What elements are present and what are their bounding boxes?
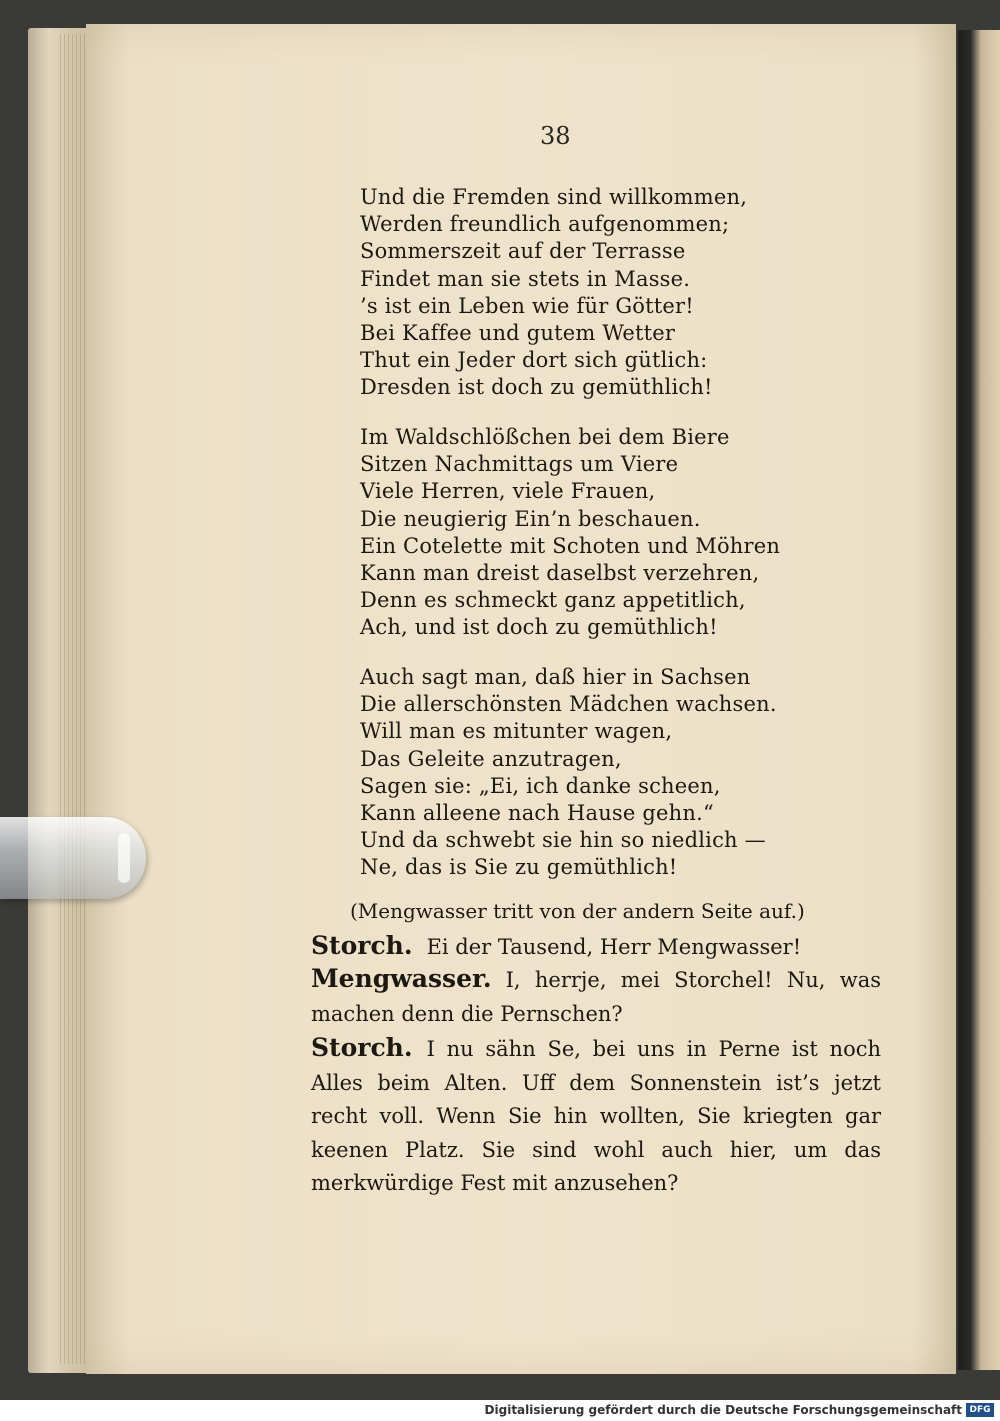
verse-line: Denn es schmeckt ganz appetitlich, bbox=[360, 588, 746, 613]
verse-line: Auch sagt man, daß hier in Sachsen bbox=[360, 665, 751, 689]
page-clip bbox=[0, 817, 146, 899]
speech-text: I nu sähn Se, bei uns in Perne ist noch Alles beim Alten. Uff dem Sonnenstein ist’s jetzt recht voll. Wenn Sie hin wollten, Sie kriegten gar keenen Platz. Sie sind wohl auch hier, um das merkwürdige Fest mit anzusehen? bbox=[311, 1037, 881, 1196]
page-number: 38 bbox=[540, 122, 571, 150]
verse-line: Sitzen Nachmittags um Viere bbox=[360, 452, 679, 477]
facing-page-edge bbox=[958, 30, 1000, 1370]
speech-text: I, herrje, mei Storchel! Nu, was machen denn die Pernschen? bbox=[311, 968, 881, 1026]
verse-line: Viele Herren, viele Frauen, bbox=[360, 479, 656, 504]
verse-line: Und die Fremden sind willkommen, bbox=[360, 185, 748, 209]
verse-line: Die allerschönsten Mädchen wachsen. bbox=[360, 692, 777, 717]
dialogue-2 bbox=[256, 962, 881, 1031]
dfg-logo: DFG bbox=[966, 1403, 994, 1417]
verse-line: Und da schwebt sie hin so niedlich — bbox=[360, 828, 766, 853]
dialogue-1 bbox=[256, 929, 881, 965]
verse-line: Das Geleite anzutragen, bbox=[360, 746, 622, 771]
speaker-name: Mengwasser. bbox=[311, 964, 492, 993]
verse-line: Will man es mitunter wagen, bbox=[360, 719, 673, 744]
speaker-name: Storch. bbox=[311, 931, 413, 960]
verse-line: Im Waldschlößchen bei dem Biere bbox=[360, 425, 730, 449]
verse-line: Sommerszeit auf der Terrasse bbox=[360, 239, 686, 264]
verse-line: Dresden ist doch zu gemüthlich! bbox=[360, 375, 713, 400]
verse-line: Ach, und ist doch zu gemüthlich! bbox=[360, 615, 718, 640]
verse-line: Findet man sie stets in Masse. bbox=[360, 266, 691, 291]
footer-bar bbox=[0, 1400, 1000, 1421]
stanza-3 bbox=[360, 664, 777, 882]
speech-text: Ei der Tausend, Herr Mengwasser! bbox=[426, 935, 802, 959]
verse-line: Thut ein Jeder dort sich gütlich: bbox=[360, 348, 708, 373]
verse-line: Sagen sie: „Ei, ich danke scheen, bbox=[360, 773, 721, 798]
stanza-2 bbox=[360, 424, 780, 642]
verse-line: Kann alleene nach Hause gehn.“ bbox=[360, 801, 714, 826]
verse-line: Ne, das is Sie zu gemüthlich! bbox=[360, 855, 678, 880]
dialogue-3 bbox=[256, 1031, 881, 1201]
verse-line: Bei Kaffee und gutem Wetter bbox=[360, 321, 676, 346]
verse-line: Kann man dreist daselbst verzehren, bbox=[360, 561, 760, 586]
verse-line: Die neugierig Ein’n beschauen. bbox=[360, 506, 701, 531]
verse-line: Werden freundlich aufgenommen; bbox=[360, 212, 730, 237]
verse-line: Ein Cotelette mit Schoten und Möhren bbox=[360, 533, 781, 558]
stage-direction: (Mengwasser tritt von der andern Seite auf.) bbox=[350, 899, 805, 923]
funding-notice: Digitalisierung gefördert durch die Deutsche Forschungsgemeinschaft bbox=[484, 1403, 962, 1417]
speaker-name: Storch. bbox=[311, 1033, 413, 1062]
stanza-1 bbox=[360, 184, 747, 402]
verse-line: ’s ist ein Leben wie für Götter! bbox=[360, 293, 694, 318]
